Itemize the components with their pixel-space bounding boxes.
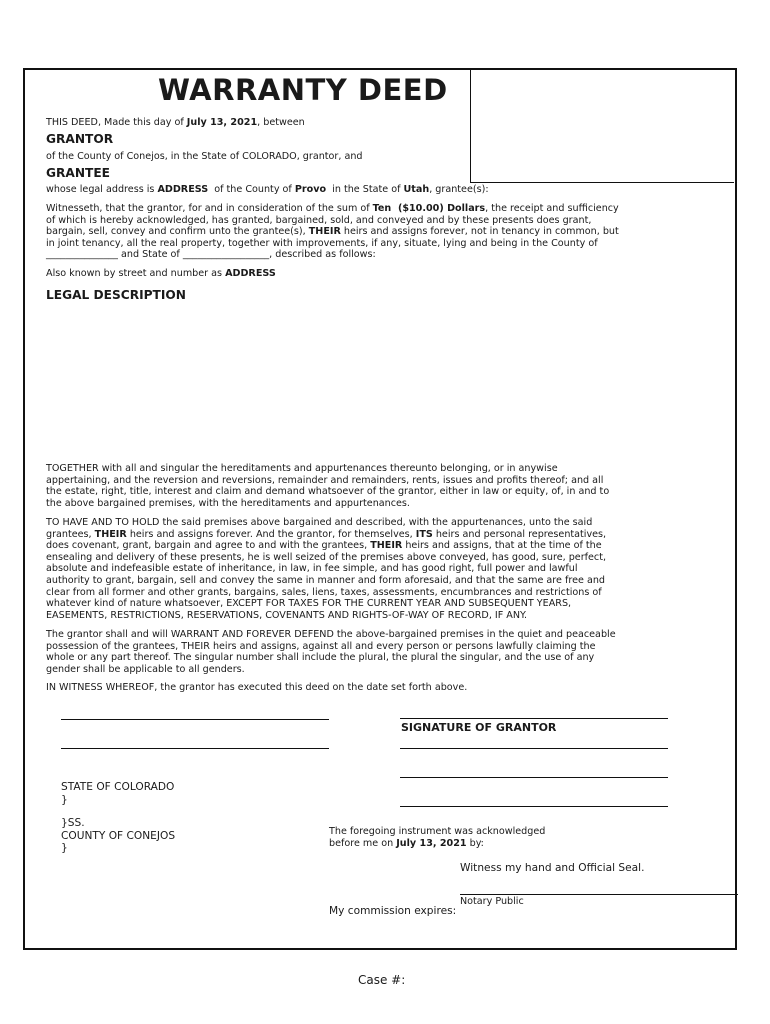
venue-state: STATE OF COLORADO bbox=[61, 781, 175, 793]
intro-line bbox=[46, 117, 305, 128]
text-line: of which is hereby acknowledged, has granted, bargained, sold, and conveyed and by these presents does grant, bbox=[46, 214, 592, 226]
grantee-text: whose legal address is bbox=[46, 184, 158, 195]
text-line: in joint tenancy, all the real property, together with improvements, if any, situate, lying and being in the County of bbox=[46, 237, 598, 249]
legal-description-heading: LEGAL DESCRIPTION bbox=[46, 288, 186, 302]
text: does covenant, grant, bargain and agree to and with the grantees, bbox=[46, 540, 371, 552]
witnesseth-paragraph bbox=[46, 203, 730, 261]
grantee-state: Utah bbox=[403, 184, 430, 195]
text-line: TO HAVE AND TO HOLD the said premises above bargained and described, with the appurtenances, unto the said bbox=[46, 517, 593, 528]
text: , the receipt and sufficiency bbox=[485, 203, 619, 214]
text-line: TOGETHER with all and singular the hereditaments and appurtenances thereunto belonging, or in anywise bbox=[46, 463, 558, 474]
acknowledgment-date: July 13, 2021 bbox=[396, 838, 467, 849]
text: heirs and personal representatives, bbox=[432, 528, 607, 540]
text-line: whatever kind of nature whatsoever, EXCEPT FOR TAXES FOR THE CURRENT YEAR AND SUBSEQUENT YEARS, bbox=[46, 598, 572, 610]
witness-seal-text: Witness my hand and Official Seal. bbox=[460, 862, 645, 874]
text-line: whole or any part thereof. The singular number shall include the plural, the plural the singular, and the use of any bbox=[46, 652, 595, 664]
grantor-heading: GRANTOR bbox=[46, 132, 114, 146]
text-line: The grantor shall and will WARRANT AND FOREVER DEFEND the above-bargained premises in the quiet and peaceable bbox=[46, 629, 616, 640]
signature-of-grantor-label: SIGNATURE OF GRANTOR bbox=[401, 721, 557, 734]
text-line: clear from all former and other grants, bargains, sales, liens, taxes, assessments, encumbrances and restrictions of bbox=[46, 586, 602, 598]
signature-line-5[interactable] bbox=[400, 806, 668, 807]
venue-brace: } bbox=[61, 794, 68, 806]
signature-line-4[interactable] bbox=[400, 777, 668, 778]
grantee-county: Provo bbox=[294, 184, 327, 195]
text: bargain, sell, convey and confirm unto the grantee(s), bbox=[46, 226, 309, 238]
text: before me on bbox=[329, 838, 397, 849]
grantor-signature-line-2[interactable] bbox=[61, 748, 329, 749]
text-line: absolute and indefeasible estate of inheritance, in law, in fee simple, and has good right, full power and lawful bbox=[46, 563, 578, 575]
intro-text-end: , between bbox=[257, 117, 305, 128]
aka-address: ADDRESS bbox=[225, 268, 276, 279]
text-line: the estate, right, title, interest and claim and demand whatsoever of the grantor, either in law or equity, of, in and to bbox=[46, 486, 610, 498]
acknowledgment-line-2 bbox=[329, 838, 484, 849]
signature-of-grantor-line[interactable] bbox=[400, 718, 668, 719]
text: grantees, bbox=[46, 528, 95, 540]
notary-signature-line[interactable] bbox=[460, 894, 738, 895]
text: heirs and assigns forever, not in tenancy in common, but bbox=[340, 226, 619, 238]
case-number-label: Case #: bbox=[358, 973, 406, 987]
text-line: _______________ and State of __________________, described as follows: bbox=[46, 249, 376, 261]
grantee-text: , grantee(s): bbox=[429, 184, 489, 195]
acknowledgment-line-1: The foregoing instrument was acknowledged bbox=[329, 826, 546, 837]
venue-county: COUNTY OF CONEJOS bbox=[61, 830, 176, 842]
text-line: possession of the grantees, THEIR heirs and assigns, against all and every person or persons lawfully claiming the bbox=[46, 640, 596, 652]
intro-text: THIS DEED, Made this day of bbox=[46, 117, 187, 128]
grantee-address-line bbox=[46, 184, 489, 195]
bold-term: THEIR bbox=[94, 528, 127, 540]
notary-public-label: Notary Public bbox=[460, 896, 524, 907]
text: heirs and assigns forever. And the grantor, for themselves, bbox=[126, 528, 416, 540]
aka-text: Also known by street and number as bbox=[46, 268, 226, 279]
text-line: appertaining, and the reversion and reversions, remainder and remainders, rents, issues and profits thereof; and all bbox=[46, 474, 604, 486]
venue-ss: }SS. bbox=[61, 817, 85, 829]
text: Witnesseth, that the grantor, for and in consideration of the sum of bbox=[46, 203, 373, 214]
grantee-text: of the County of bbox=[208, 184, 295, 195]
grantee-address: ADDRESS bbox=[157, 184, 209, 195]
grantor-county-line: of the County of Conejos, in the State of COLORADO, grantor, and bbox=[46, 151, 363, 162]
aka-line bbox=[46, 268, 276, 279]
grantee-heading: GRANTEE bbox=[46, 166, 110, 180]
grantor-signature-line-1[interactable] bbox=[61, 719, 329, 720]
consideration-amount: Ten ($10.00) Dollars bbox=[372, 203, 486, 214]
bold-term: THEIR bbox=[308, 226, 341, 238]
habendum-paragraph bbox=[46, 517, 730, 621]
text-line: the above bargained premises, with the hereditaments and appurtenances. bbox=[46, 497, 410, 509]
together-paragraph bbox=[46, 463, 730, 509]
text-line: gender shall be applicable to all genders. bbox=[46, 663, 245, 675]
text-line: ensealing and delivery of these presents, he is well seized of the premises above conveyed, has good, sure, perfect, bbox=[46, 551, 607, 563]
in-witness-whereof: IN WITNESS WHEREOF, the grantor has executed this deed on the date set forth above. bbox=[46, 682, 468, 693]
warranty-paragraph bbox=[46, 629, 730, 675]
text: heirs and assigns, that at the time of the bbox=[402, 540, 602, 552]
commission-expires: My commission expires: bbox=[329, 905, 457, 917]
deed-date: July 13, 2021 bbox=[186, 117, 258, 128]
bold-term: THEIR bbox=[370, 540, 403, 552]
venue-brace: } bbox=[61, 842, 68, 854]
grantee-text: in the State of bbox=[326, 184, 404, 195]
text-line: EASEMENTS, RESTRICTIONS, RESERVATIONS, COVENANTS AND RIGHTS-OF-WAY OF RECORD, IF ANY. bbox=[46, 609, 528, 621]
page-title: WARRANTY DEED bbox=[158, 73, 448, 107]
bold-term: ITS bbox=[415, 528, 433, 540]
text-line: authority to grant, bargain, sell and convey the same in manner and form aforesaid, and that the same are free and bbox=[46, 574, 606, 586]
signature-line-3[interactable] bbox=[400, 748, 668, 749]
recording-stamp-box bbox=[470, 68, 734, 183]
text: by: bbox=[466, 838, 484, 849]
